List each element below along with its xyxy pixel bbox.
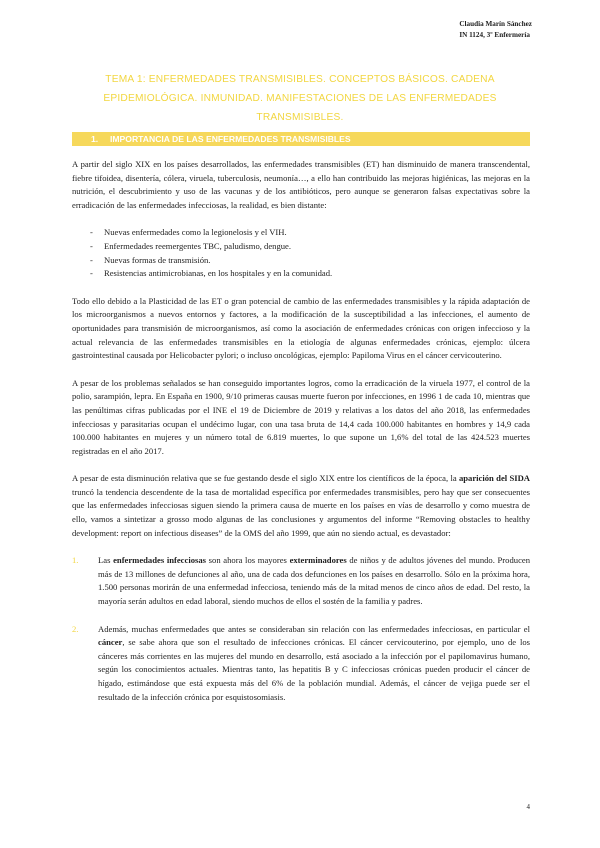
page-header [459,19,532,41]
numbered-item [72,554,530,608]
numbered-item [72,623,530,705]
paragraph-intro: A partir del siglo XIX en los países desarrollados, las enfermedades transmisibles (ET) han disminuido de manera transcendental, fiebre tifoidea, disentería, cólera, viruela, tuberculosis, neumonía…, a ello han contribuido las mejoras higiénicas, las mejoras en la nutrición, el descubrimiento y uso de las vacunas y de los antibióticos, pero aunque se generaron falsas expectativas sobre la erradicación de las enfermedades infecciosas, la realidad, es bien distante: [72,159,530,210]
item-text: de niños y de adultos jóvenes del mundo. Producen más de 13 millones de defunciones al año, una de cada dos defunciones en los países en desarrollo. Sólo en la próxima hora, 1.500 personas morirán de una enfermedad infecciosa, teniendo más de la mitad menos de cinco años de edad. Del resto, la mayoría serán adultos en edad laboral, siendo muchos de ellos el sostén de la familia y padres. [98,555,530,607]
document-title: TEMA 1: ENFERMEDADES TRANSMISIBLES. CONCEPTOS BÁSICOS. CADENA EPIDEMIOLÓGICA. INMUNIDAD. MANIFESTACIONES DE LAS ENFERMEDADES TRANSMISIBLES. [103,74,497,123]
item-number: 1. [72,555,79,566]
page-number: 4 [526,803,530,811]
bullet-item: - Nuevas enfermedades como la legionelosis y el VIH. [72,226,530,240]
item-number: 2. [72,623,79,634]
item-text: Además, muchas enfermedades que antes se consideraban sin relación con las enfermedades infecciosas, en particular el [98,623,530,634]
author-name: Claudia Marín Sánchez [459,20,532,28]
course-label: IN 1124, 3º Enfermería [459,31,530,39]
section-number: 1. [91,134,99,144]
paragraph-plasticity: Todo ello debido a la Plasticidad de las ET o gran potencial de cambio de las enfermedades transmisibles y la rápida adaptación de los microorganismos a nuevos entornos y factores, a la modificación de la susceptibilidad a las infecciones, el aumento de oportunidades para transmisión de microorganismos, así como la asociación de enfermedades crónicas con origen infeccioso y la actual relevancia de las enfermedades transmisibles en la etiología de algunas enfermedades crónicas, ejemplo: úlcera gastrointestinal causada por Helicobacter pylori; o incluso oncológicas, ejemplo: Papiloma Virus en el cáncer cervicouterino. [72,295,530,361]
paragraph-sida-text: truncó la tendencia descendente de la tasa de mortalidad específica por enfermedades transmisibles, pero hay que ser consecuentes que las enfermedades infecciosas siguen siendo la primera causa de muerte en los países en vías de desarrollo y como muestra de ello, vamos a sintetizar a grosso modo algunas de las conclusiones y argumentos del informe “Removing obstacles to healthy development: report on infectious diseases” de la OMS del año 1999, que aún no siendo actual, es devastador: [72,486,530,538]
item-bold: exterminadores [289,555,347,566]
item-text: son ahora los mayores [206,555,290,566]
paragraph-sida-bold: aparición del SIDA [458,473,531,484]
paragraph-sida [72,472,530,540]
paragraph-achievements: A pesar de los problemas señalados se han conseguido importantes logros, como la erradicación de la viruela 1977, el control de la polio, sarampión, lepra. En España en 1900, 9/10 primeras causas muerte fueron por infecciones, en 1996 1 de cada 10, mientras que las penúltimas cifras publicadas por el INE el 19 de Diciembre de 2019 y relativas a los datos del año 2018, las enfermedades infecciosas y parasitarias ocupan el undécimo lugar, con una tasa bruta de 14,4 cada 100.000 habitantes en hombres y 14,9 cada 100.000 habitantes en mujeres y un número total de 6.819 muertes, lo que supone un 1,6% del total de las 424.523 muertes registradas en el año 2017. [72,377,530,456]
item-text: , se sabe ahora que son el resultado de infecciones crónicas. El cáncer cervicouterino, por ejemplo, uno de los cánceres más corrientes en las mujeres del mundo en desarrollo, está asociado a la infección por el papilomavirus humano, según los conocimientos actuales. Mientras tanto, las hepatitis B y C infecciosas crónicas pueden producir el cáncer de hígado, estimándose que está expuesta más del 6% de la población mundial. Además, el cáncer de vejiga puede ser el resultado de la infección crónica por esquistosomiasis. [98,637,530,702]
bullet-item: - Enfermedades reemergentes TBC, paludismo, dengue. [72,240,530,254]
numbered-list [72,554,530,704]
section-title: IMPORTANCIA DE LAS ENFERMEDADES TRANSMISIBLES [110,134,351,144]
document-body [72,158,530,718]
bullet-item: - Nuevas formas de transmisión. [72,254,530,268]
item-bold: enfermedades infecciosas [113,555,206,566]
bullet-list [72,226,530,280]
item-bold: cáncer [98,637,123,648]
bullet-item: - Resistencias antimicrobianas, en los hospitales y en la comunidad. [72,267,530,281]
item-text: Las [98,555,114,566]
section-heading-bar [72,132,530,146]
paragraph-sida-text: A pesar de esta disminución relativa que se fue gestando desde el siglo XIX entre los científicos de la época, la [72,473,459,484]
